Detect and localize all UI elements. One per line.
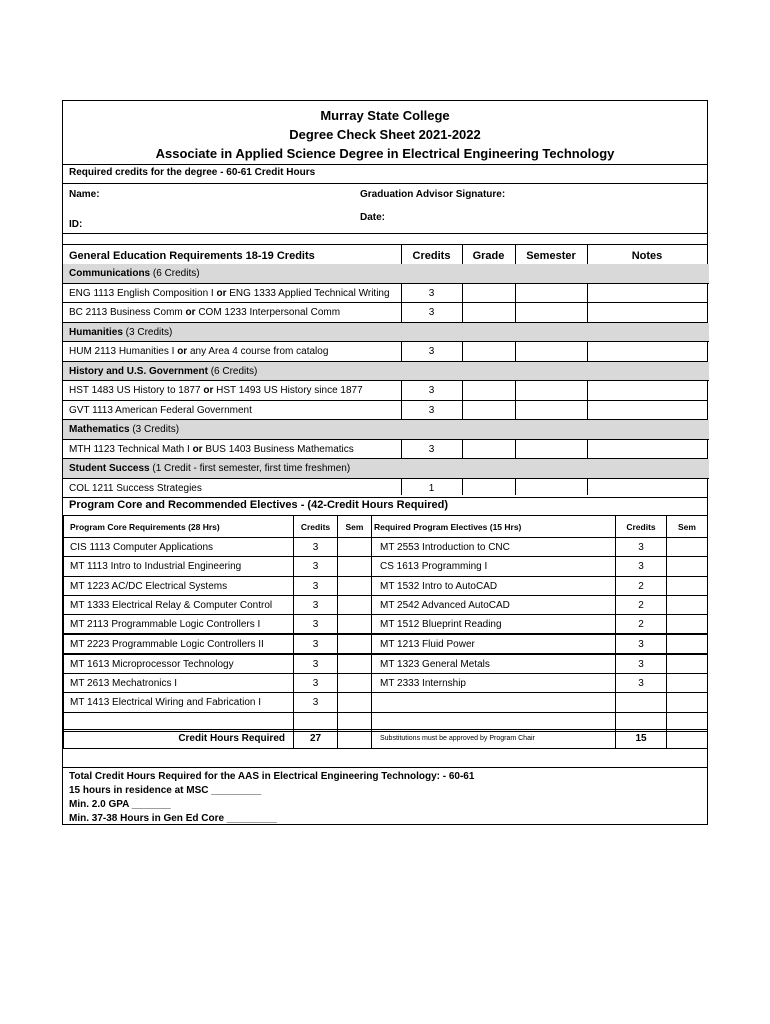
gen-ed-group-notes-shade (587, 459, 709, 479)
course-credits: 3 (428, 443, 435, 455)
electives-credits-header: Credits (615, 515, 667, 538)
course-credits: 3 (428, 307, 435, 318)
core-sem (337, 576, 372, 596)
course-name (69, 401, 252, 420)
gen-ed-group-notes-shade (587, 323, 709, 343)
degree-check-sheet (62, 100, 708, 825)
elective-course: MT 2333 Internship (371, 673, 616, 693)
course-credits: 3 (428, 385, 435, 396)
electives-total: 15 (615, 729, 667, 749)
footer-total: Total Credit Hours Required for the AAS in Electrical Engineering Technology: - 60-61 (69, 771, 475, 782)
name-label: Name: (69, 189, 100, 200)
elective-credits: 3 (615, 556, 667, 576)
gen-ed-group-title: History and U.S. Government (69, 365, 208, 377)
course-or: or (174, 346, 190, 357)
gen-ed-course-row (63, 303, 707, 323)
footer-gen-ed-core: Min. 37-38 Hours in Gen Ed Core _________ (69, 813, 277, 824)
elective-course: MT 1512 Blueprint Reading (371, 614, 616, 634)
gen-ed-course-row (63, 342, 707, 362)
gen-ed-group-shade (401, 459, 587, 479)
elective-sem (666, 576, 708, 596)
gen-ed-group-title: Communications (69, 268, 151, 279)
footer-gpa: Min. 2.0 GPA _______ (69, 799, 171, 810)
course-option-a: GVT 1113 American Federal Government (69, 404, 252, 416)
gen-ed-group-shade (401, 323, 587, 343)
core-sem (337, 654, 372, 674)
gen-ed-group-note: (1 Credit - first semester, first time freshmen) (149, 463, 351, 474)
course-credits: 3 (428, 346, 435, 357)
gen-ed-group-title: Mathematics (69, 424, 130, 435)
elective-course: MT 1323 General Metals (371, 654, 616, 674)
elective-sem (666, 692, 708, 712)
program-table (63, 515, 707, 751)
core-credits: 3 (293, 595, 338, 615)
course-name (69, 440, 354, 459)
elective-credits: 3 (615, 537, 667, 557)
course-option-b: BUS 1403 Business Mathematics (205, 443, 354, 455)
course-option-a: MTH 1123 Technical Math I (69, 443, 190, 455)
gen-ed-group-note: (3 Credits) (122, 326, 173, 338)
course-or: or (189, 443, 206, 455)
id-label: ID: (69, 219, 83, 230)
course-name (69, 342, 328, 361)
core-credits: 3 (293, 576, 338, 596)
elective-course: MT 2553 Introduction to CNC (371, 537, 616, 557)
elective-course: CS 1613 Programming I (371, 556, 616, 576)
course-credits: 1 (428, 482, 435, 494)
program-heading: Program Core and Recommended Electives - (42-Credit Hours Required) (69, 499, 448, 511)
core-course: MT 1113 Intro to Industrial Engineering (63, 556, 294, 576)
course-option-b: COM 1233 Interpersonal Comm (198, 307, 341, 318)
gen-ed-course-row (63, 440, 707, 460)
core-sem-header: Sem (337, 515, 372, 538)
date-label: Date: (360, 212, 386, 223)
college-name: Murray State College (320, 108, 450, 123)
core-credits: 3 (293, 556, 338, 576)
elective-sem (666, 634, 708, 654)
elective-credits: 3 (615, 654, 667, 674)
elective-course (371, 692, 616, 712)
course-credits: 3 (428, 287, 435, 299)
core-course: MT 1413 Electrical Wiring and Fabrication I (63, 692, 294, 712)
col-semester: Semester (526, 250, 576, 262)
elective-sem (666, 537, 708, 557)
gen-ed-group-row (63, 362, 401, 382)
gen-ed-group-notes-shade (587, 362, 709, 382)
elective-credits: 2 (615, 614, 667, 634)
title-block (63, 101, 707, 163)
course-name (69, 381, 363, 400)
core-course: MT 2613 Mechatronics I (63, 673, 294, 693)
elective-sem (666, 673, 708, 693)
gen-ed-group-note: (6 Credits) (207, 365, 258, 377)
gen-ed-group-notes-shade (587, 264, 709, 284)
gen-ed-group-note: (3 Credits) (129, 424, 180, 435)
gen-ed-group-note: (6 Credits) (150, 268, 200, 279)
course-or: or (182, 307, 199, 318)
elective-sem (666, 654, 708, 674)
course-option-a: HST 1483 US History to 1877 (69, 385, 201, 396)
course-name (69, 303, 340, 322)
gen-ed-group-row (63, 264, 401, 284)
core-sem (337, 614, 372, 634)
course-option-a: COL 1211 Success Strategies (69, 482, 202, 494)
gen-ed-heading: General Education Requirements 18-19 Credits (69, 250, 315, 262)
core-header: Program Core Requirements (28 Hrs) (63, 515, 294, 538)
gen-ed-group-row (63, 420, 401, 440)
elective-credits: 2 (615, 576, 667, 596)
footer-residence: 15 hours in residence at MSC _________ (69, 785, 262, 796)
gen-ed-group-notes-shade (587, 420, 709, 440)
core-credits: 3 (293, 537, 338, 557)
elective-credits (615, 692, 667, 712)
elective-sem (666, 595, 708, 615)
footer-requirements (69, 770, 474, 826)
credit-hours-label: Credit Hours Required (63, 729, 294, 749)
core-sem (337, 692, 372, 712)
core-total: 27 (293, 729, 338, 749)
core-credits-header: Credits (293, 515, 338, 538)
sheet-title: Degree Check Sheet 2021-2022 (289, 127, 481, 142)
core-credits: 3 (293, 692, 338, 712)
degree-title: Associate in Applied Science Degree in Electrical Engineering Technology (155, 146, 615, 161)
advisor-signature-label: Graduation Advisor Signature: (360, 189, 506, 200)
electives-sem-header: Sem (666, 515, 708, 538)
core-credits: 3 (293, 673, 338, 693)
core-course: MT 1223 AC/DC Electrical Systems (63, 576, 294, 596)
course-option-b: HST 1493 US History since 1877 (216, 385, 363, 396)
course-name (69, 284, 390, 303)
elective-sem (666, 556, 708, 576)
gen-ed-course-row (63, 401, 707, 421)
core-course: MT 2223 Programmable Logic Controllers II (63, 634, 294, 654)
core-sem (337, 556, 372, 576)
gen-ed-group-row (63, 459, 401, 479)
gen-ed-course-row (63, 479, 707, 499)
elective-credits: 3 (615, 673, 667, 693)
core-course: MT 2113 Programmable Logic Controllers I (63, 614, 294, 634)
course-or: or (200, 385, 217, 396)
gen-ed-header-row (63, 245, 707, 266)
gen-ed-group-shade (401, 362, 587, 382)
gen-ed-group-shade (401, 264, 587, 284)
gen-ed-table (63, 245, 707, 495)
elective-course: MT 1213 Fluid Power (371, 634, 616, 654)
col-grade: Grade (472, 250, 505, 262)
core-sem (337, 595, 372, 615)
course-name (69, 479, 202, 498)
course-option-a: BC 2113 Business Comm (69, 307, 183, 318)
course-or: or (213, 287, 230, 299)
core-total-sem (337, 729, 372, 749)
elective-course: MT 2542 Advanced AutoCAD (371, 595, 616, 615)
gen-ed-group-title: Student Success (69, 463, 150, 474)
electives-header: Required Program Electives (15 Hrs) (371, 515, 616, 538)
gen-ed-course-row (63, 381, 707, 401)
gen-ed-group-shade (401, 420, 587, 440)
core-course: CIS 1113 Computer Applications (63, 537, 294, 557)
core-sem (337, 634, 372, 654)
substitution-note: Substitutions must be approved by Program Chair (371, 729, 616, 749)
course-option-b: any Area 4 course from catalog (189, 346, 329, 357)
course-option-a: ENG 1113 English Composition I (69, 287, 214, 299)
elective-credits: 3 (615, 634, 667, 654)
gen-ed-group-row (63, 323, 401, 343)
gen-ed-course-row (63, 284, 707, 304)
core-course: MT 1613 Microprocessor Technology (63, 654, 294, 674)
elective-sem (666, 614, 708, 634)
core-credits: 3 (293, 654, 338, 674)
core-sem (337, 537, 372, 557)
course-option-b: ENG 1333 Applied Technical Writing (229, 287, 390, 299)
core-credits: 3 (293, 614, 338, 634)
course-option-a: HUM 2113 Humanities I (69, 346, 175, 357)
electives-total-sem (666, 729, 708, 749)
required-credits: Required credits for the degree - 60-61 Credit Hours (69, 167, 316, 178)
col-notes: Notes (631, 250, 663, 262)
gen-ed-group-title: Humanities (69, 326, 123, 338)
col-credits: Credits (412, 250, 451, 262)
core-course: MT 1333 Electrical Relay & Computer Control (63, 595, 294, 615)
elective-credits: 2 (615, 595, 667, 615)
course-credits: 3 (428, 404, 435, 416)
core-sem (337, 673, 372, 693)
elective-course: MT 1532 Intro to AutoCAD (371, 576, 616, 596)
core-credits: 3 (293, 634, 338, 654)
